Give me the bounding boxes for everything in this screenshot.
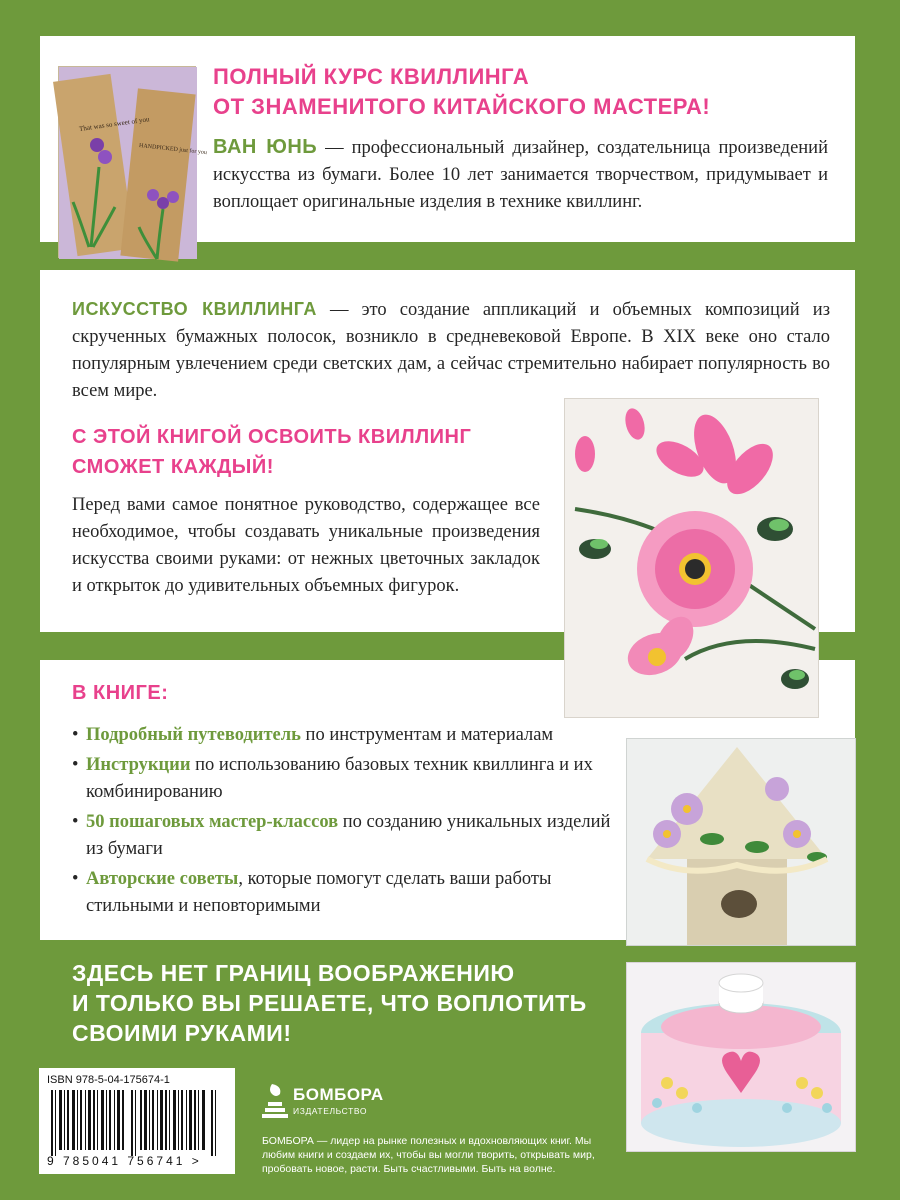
list-item xyxy=(72,752,612,806)
quilling-intro-text: — это создание аппликаций и объемных композиций из скрученных бумажных полосок, возникло в средневековой Европе. В XIX веке оно стало популярным увлечением среди светских дам, а сейчас стремительно набирает популярность во всем мире. xyxy=(72,300,831,401)
bookmarks-illustration xyxy=(59,67,208,259)
barcode-digits: 9 785041 756741 > xyxy=(47,1154,202,1168)
list-item xyxy=(72,722,612,749)
bookmark-text-2: HANDPICKED just for you xyxy=(138,143,208,157)
feature-text: по инструментам и материалам xyxy=(300,725,554,745)
birdhouse-photo xyxy=(626,738,856,946)
bullet-icon: • xyxy=(72,812,79,832)
feature-text: , которые помогут сделать ваши работы стильными и неповторимыми xyxy=(86,869,552,916)
quilled-box-illustration xyxy=(627,963,855,1151)
slogan-line3: СВОИМИ РУКАМИ! xyxy=(72,1020,292,1046)
feature-text: по созданию уникальных изделий из бумаги xyxy=(86,812,611,859)
feature-bold: 50 пошаговых мастер-классов xyxy=(86,812,339,832)
list-item xyxy=(72,809,612,863)
slogan-line2: И ТОЛЬКО ВЫ РЕШАЕТЕ, ЧТО ВОПЛОТИТЬ xyxy=(72,990,587,1016)
barcode-icon xyxy=(47,1090,225,1156)
author-description xyxy=(213,134,828,216)
course-title-line1: ПОЛНЫЙ КУРС КВИЛЛИНГА xyxy=(213,64,530,89)
feature-text: по использованию базовых техник квиллинга и их комбинированию xyxy=(86,755,593,802)
everyone-can-title-line1: С ЭТОЙ КНИГОЙ ОСВОИТЬ КВИЛЛИНГ xyxy=(72,426,472,448)
author-panel xyxy=(40,36,855,242)
everyone-can-title-line2: СМОЖЕТ КАЖДЫЙ! xyxy=(72,456,274,478)
flowers-photo xyxy=(564,398,819,718)
publisher-sub: ИЗДАТЕЛЬСТВО xyxy=(293,1106,368,1116)
quilling-intro xyxy=(72,296,830,405)
box-photo xyxy=(626,962,856,1152)
author-name: ВАН ЮНЬ xyxy=(213,136,318,158)
birdhouse-illustration xyxy=(627,739,855,945)
feature-bold: Авторские советы xyxy=(86,869,239,889)
bookmark-text-1: That was so sweet of you xyxy=(78,115,150,134)
list-item xyxy=(72,866,612,920)
slogan xyxy=(72,958,587,1048)
everyone-can-title xyxy=(72,422,471,482)
slogan-line1: ЗДЕСЬ НЕТ ГРАНИЦ ВООБРАЖЕНИЮ xyxy=(72,960,515,986)
isbn-label: ISBN 978-5-04-175674-1 xyxy=(47,1074,170,1086)
publisher-name: БОМБОРА xyxy=(293,1085,384,1104)
course-title xyxy=(213,62,710,122)
author-text: — профессиональный дизайнер, создательница произведений искусства из бумаги. Более 10 лет занимается творчеством, придумывает и воплощает оригинальные изделия в технике квиллинг. xyxy=(213,138,828,212)
guide-description: Перед вами самое понятное руководство, содержащее все необходимое, чтобы создавать уникальные произведения искусства своими руками: от нежных цветочных закладок и открыток до удивительных объемных фигурок. xyxy=(72,495,540,596)
course-title-line2: ОТ ЗНАМЕНИТОГО КИТАЙСКОГО МАСТЕРА! xyxy=(213,94,711,119)
feature-bold: Инструкции xyxy=(86,755,191,775)
pink-flowers-illustration xyxy=(565,399,818,717)
bookmarks-photo xyxy=(58,66,208,258)
about-panel xyxy=(40,270,855,632)
isbn-block xyxy=(39,1068,235,1174)
feature-bold: Подробный путеводитель xyxy=(86,725,301,745)
bullet-icon: • xyxy=(72,725,79,745)
publisher-description: БОМБОРА — лидер на рынке полезных и вдохновляющих книг. Мы любим книги и создаем их, чтобы вы могли творить, открывать мир, пробовать новое, расти. Быть счастливыми. Быть на волне. xyxy=(262,1135,595,1175)
bullet-icon: • xyxy=(72,869,79,889)
bullet-icon: • xyxy=(72,755,79,775)
in-book-title: В КНИГЕ: xyxy=(72,682,169,704)
features-list xyxy=(72,722,612,923)
quilling-intro-lead: ИСКУССТВО КВИЛЛИНГА xyxy=(72,299,317,319)
